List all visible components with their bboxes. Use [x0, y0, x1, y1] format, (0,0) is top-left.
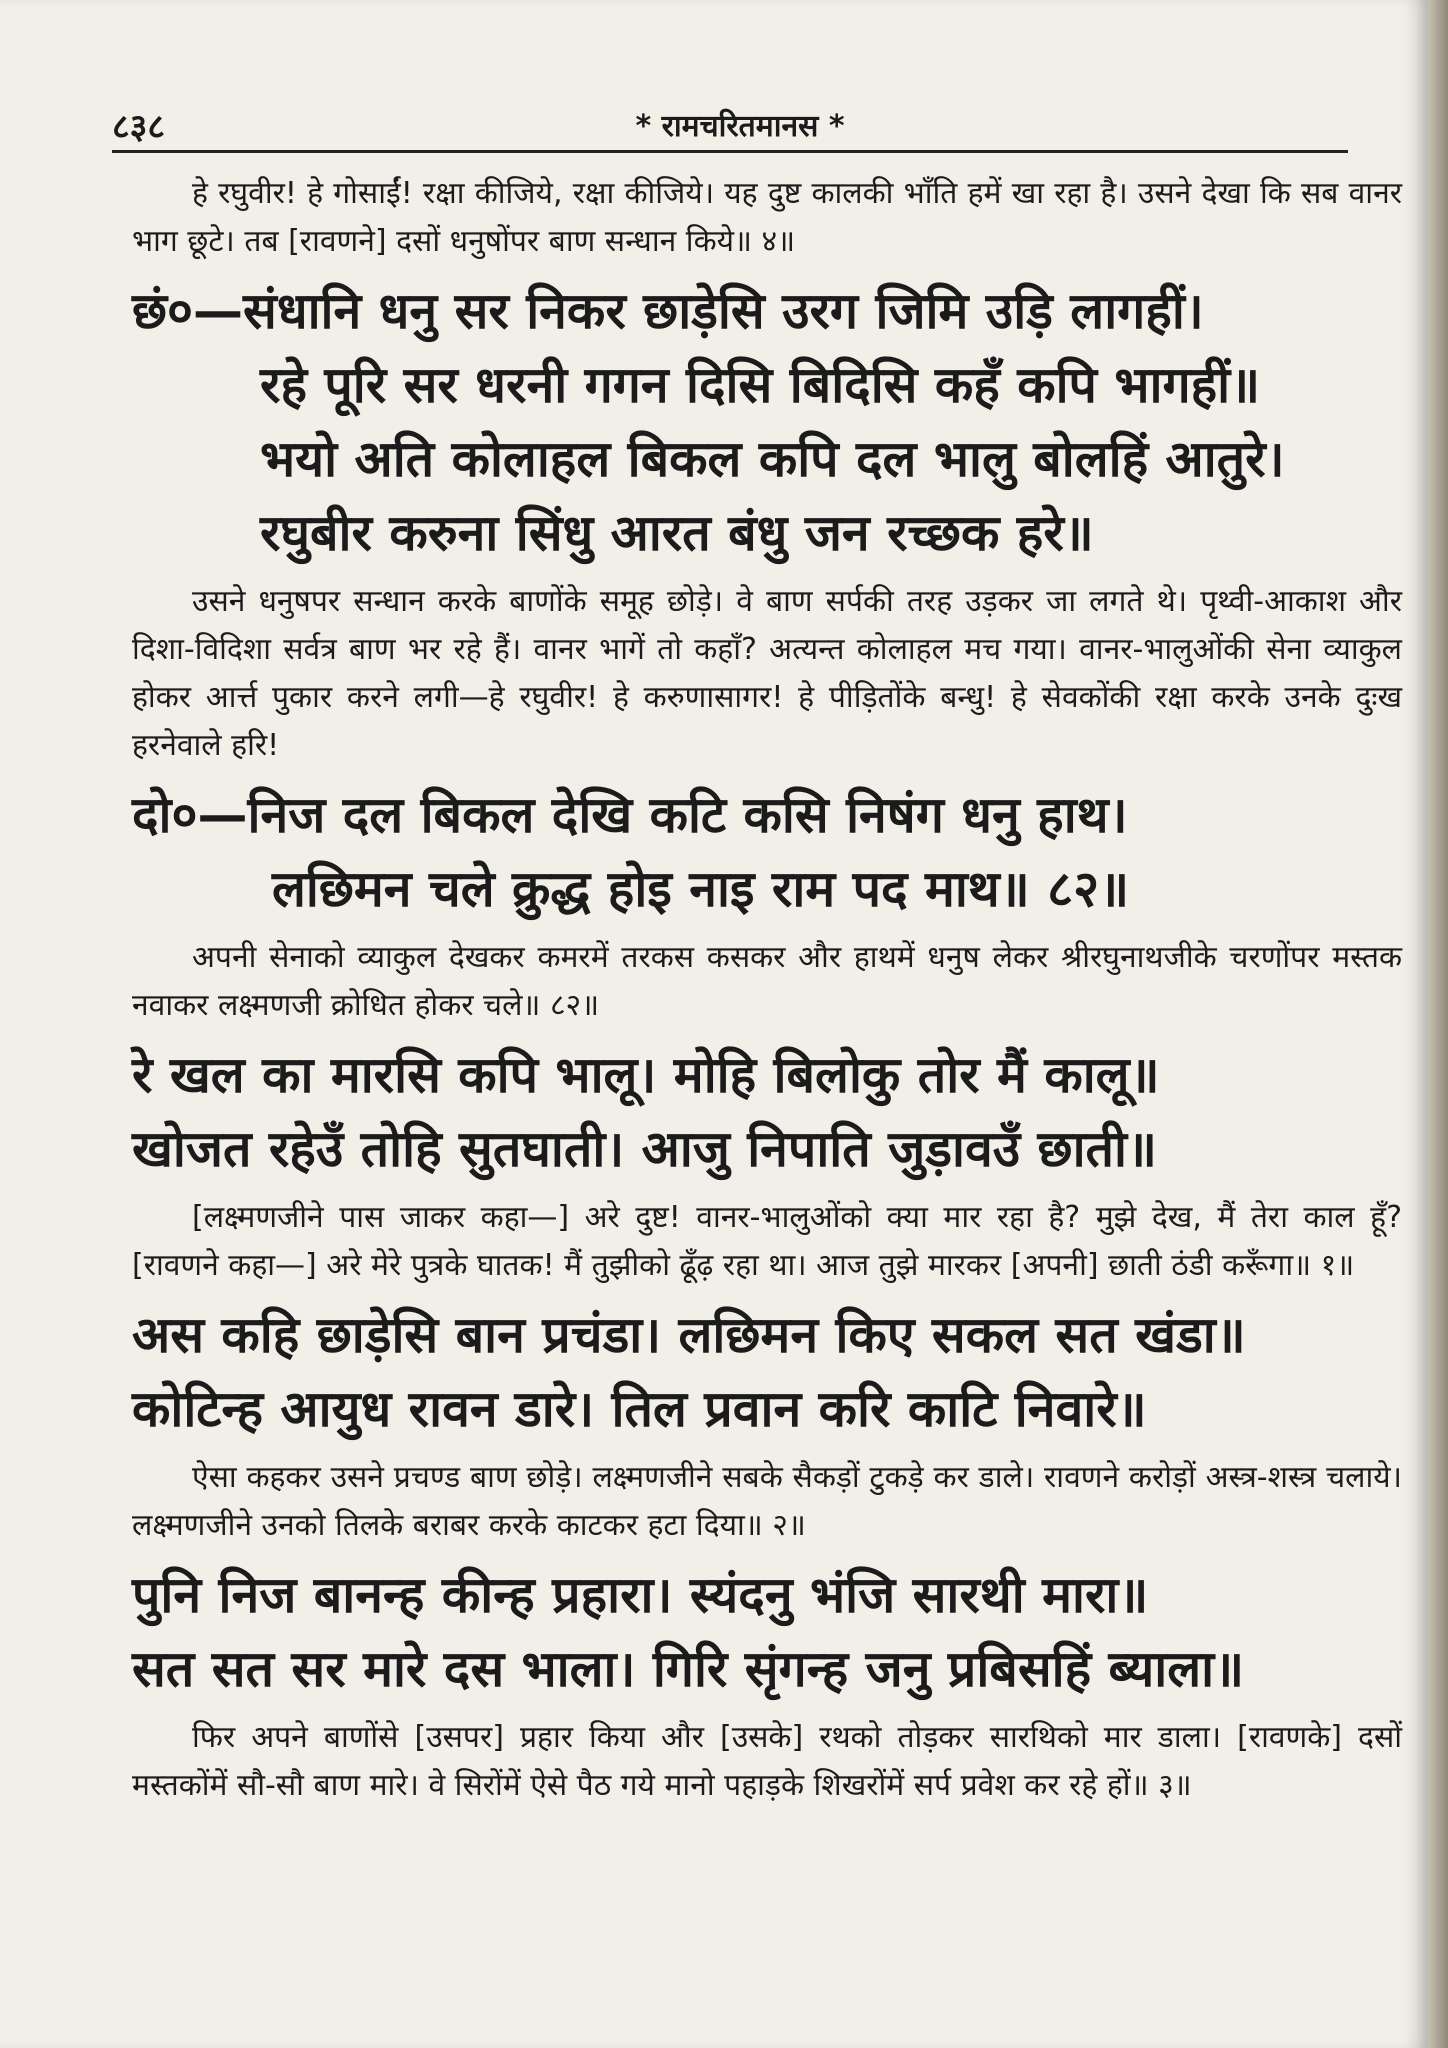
chaupai-verse	[132, 1558, 1402, 1706]
verse-line: पुनि निज बानन्ह कीन्ह प्रहारा। स्यंदनु भंजि सारथी मारा॥	[132, 1566, 1149, 1624]
verse-line: रघुबीर करुना सिंधु आरत बंधु जन रच्छक हरे॥	[260, 504, 1094, 562]
prose-paragraph: हे रघुवीर! हे गोसाईं! रक्षा कीजिये, रक्षा कीजिये। यह दुष्ट कालकी भाँति हमें खा रहा है। उसने देखा कि सब वानर भाग छूटे। तब [रावणने] दसों धनुषोंपर बाण सन्धान किये॥ ४॥	[132, 176, 1402, 259]
verse-line: अस कहि छाड़ेसि बान प्रचंडा। लछिमन किए सकल सत खंडा॥	[132, 1306, 1246, 1364]
chhand-verse	[132, 274, 1402, 570]
prose-paragraph: उसने धनुषपर सन्धान करके बाणोंके समूह छोड़े। वे बाण सर्पकी तरह उड़कर जा लगते थे। पृथ्वी-आकाश और दिशा-विदिशा सर्वत्र बाण भर रहे हैं। वानर भागें तो कहाँ? अत्यन्त कोलाहल मच गया। वानर-भालुओंकी सेना व्याकुल होकर आर्त्त पुकार करने लगी—हे रघुवीर! हे करुणासागर! हे पीड़ितोंके बन्धु! हे सेवकोंकी रक्षा करके उनके दुःख हरनेवाले हरि!	[132, 584, 1402, 763]
verse-line: खोजत रहेउँ तोहि सुतघाती। आजु निपाति जुड़ावउँ छाती॥	[132, 1120, 1157, 1178]
chaupai-verse	[132, 1038, 1402, 1186]
running-title: * रामचरितमानस *	[635, 109, 845, 144]
page-edge-shadow	[1428, 0, 1448, 2048]
chaupai-verse	[132, 1298, 1402, 1446]
verse-line: कोटिन्ह आयुध रावन डारे। तिल प्रवान करि काटि निवारे॥	[132, 1380, 1147, 1438]
verse-line: भयो अति कोलाहल बिकल कपि दल भालु बोलहिं आतुरे।	[260, 430, 1285, 488]
prose-paragraph: [लक्ष्मणजीने पास जाकर कहा—] अरे दुष्ट! वानर-भालुओंको क्या मार रहा है? मुझे देख, मैं तेरा काल हूँ? [रावणने कहा—] अरे मेरे पुत्रके घातक! मैं तुझीको ढूँढ़ रहा था। आज तुझे मारकर [अपनी] छाती ठंडी करूँगा॥ १॥	[132, 1200, 1402, 1283]
verse-line: रे खल का मारसि कपि भालू। मोहि बिलोकु तोर मैं कालू॥	[132, 1046, 1160, 1104]
header-rule	[112, 150, 1348, 153]
verse-line: छं०—संधानि धनु सर निकर छाड़ेसि उरग जिमि उड़ि लागहीं।	[132, 282, 1204, 340]
verse-line: रहे पूरि सर धरनी गगन दिसि बिदिसि कहँ कपि भागहीं॥	[260, 356, 1261, 414]
prose-paragraph: ऐसा कहकर उसने प्रचण्ड बाण छोड़े। लक्ष्मणजीने सबके सैकड़ों टुकड़े कर डाले। रावणने करोड़ों अस्त्र-शस्त्र चलाये। लक्ष्मणजीने उनको तिलके बराबर करके काटकर हटा दिया॥ २॥	[132, 1460, 1402, 1543]
verse-line: सत सत सर मारे दस भाला। गिरि सृंगन्ह जनु प्रबिसहिं ब्याला॥	[132, 1640, 1245, 1698]
page-content	[132, 170, 1402, 1810]
verse-line: दो०—निज दल बिकल देखि कटि कसि निषंग धनु हाथ।	[132, 786, 1128, 844]
page-number: ८३८	[112, 107, 166, 147]
prose-paragraph: फिर अपने बाणोंसे [उसपर] प्रहार किया और [उसके] रथको तोड़कर सारथिको मार डाला। [रावणके] दसों मस्तकोंमें सौ-सौ बाण मारे। वे सिरोंमें ऐसे पैठ गये मानो पहाड़के शिखरोंमें सर्प प्रवेश कर रहे हों॥ ३॥	[132, 1720, 1402, 1803]
page-header	[112, 100, 1368, 150]
prose-paragraph: अपनी सेनाको व्याकुल देखकर कमरमें तरकस कसकर और हाथमें धनुष लेकर श्रीरघुनाथजीके चरणोंपर मस्तक नवाकर लक्ष्मणजी क्रोधित होकर चले॥ ८२॥	[132, 940, 1402, 1023]
verse-line: लछिमन चले क्रुद्ध होइ नाइ राम पद माथ॥ ८२॥	[272, 860, 1130, 918]
doha-verse	[132, 778, 1402, 926]
